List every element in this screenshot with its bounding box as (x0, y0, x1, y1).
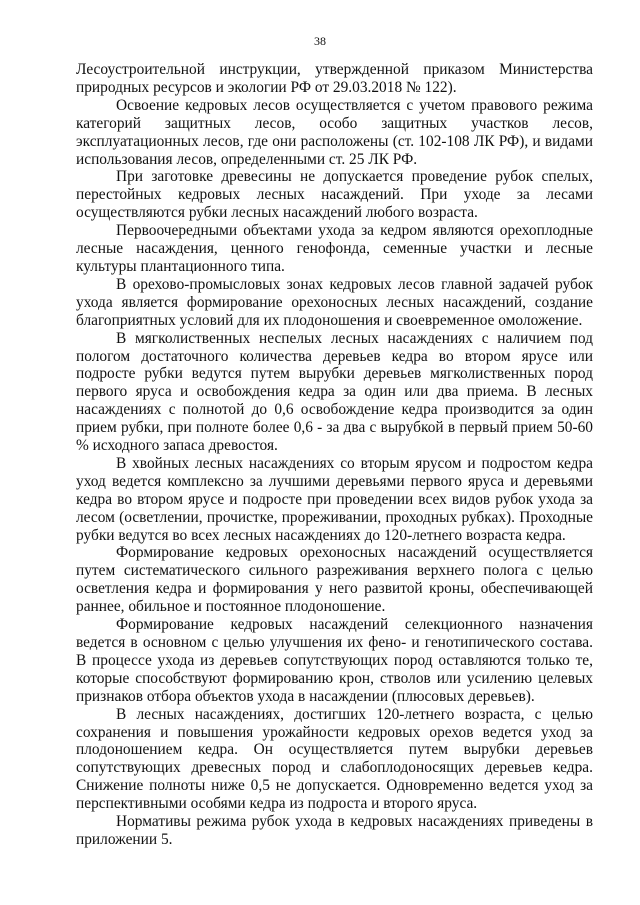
page-number: 38 (314, 34, 326, 48)
paragraph-continuation: Лесоустроительной инструкции, утвержденной приказом Министерства природных ресурсов и экологии РФ от 29.03.2018 № 122). (76, 61, 593, 96)
paragraph-nut-zones: В орехово-промысловых зонах кедровых лесов главной задачей рубок ухода является формирование орехоносных лесных насаждений, создание благоприятных условий для их плодоношения и своевременное омоложение. (76, 275, 593, 329)
document-body (76, 61, 593, 849)
paragraph-coniferous-stands: В хвойных лесных насаждениях со вторым ярусом и подростом кедра уход ведется комплексно за лучшими деревьями первого яруса и деревьями кедра во втором ярусе и подросте при проведении всех видов рубок ухода за лесом (осветлении, прочистке, прореживании, проходных рубках). Проходные рубки ведутся во всех лесных насаждениях до 120-летнего возраста кедра. (76, 454, 593, 544)
paragraph-softwood-stands: В мягколиственных неспелых лесных насаждениях с наличием под пологом достаточного количества деревьев кедра во втором ярусе или подросте рубки ведутся путем вырубки деревьев мягколиственных пород первого яруса и освобождения кедра за один или два приема. В лесных насаждениях с полнотой до 0,6 освобождение кедра производится за один прием рубки, при полноте более 0,6 - за два с вырубкой в первый прием 50-60 % исходного запаса древостоя. (76, 329, 593, 455)
paragraph-selection-stands: Формирование кедровых насаждений селекционного назначения ведется в основном с целью улучшения их фено- и генотипического состава. В процессе ухода из деревьев сопутствующих пород оставляются только те, которые способствуют формированию крон, стволов или усилению целевых признаков отбора объектов ухода в насаждении (плюсовых деревьев). (76, 616, 593, 705)
paragraph-norms-reference: Нормативы режима рубок ухода в кедровых насаждениях приведены в приложении 5. (76, 813, 593, 848)
paragraph-nut-bearing-formation: Формирование кедровых орехоносных насаждений осуществляется путем систематического сильного разреживания верхнего полога с целью осветления кедра и формирования у него развитой кроны, обеспечивающей раннее, обильное и постоянное плодоношение. (76, 544, 593, 616)
paragraph-priority-objects: Первоочередными объектами ухода за кедром являются орехоплодные лесные насаждения, ценного генофонда, семенные участки и лесные культуры плантационного типа. (76, 222, 593, 275)
paragraph-development-regime: Освоение кедровых лесов осуществляется с учетом правового режима категорий защитных лесов, особо защитных участков лесов, эксплуатационных лесов, где они расположены (ст. 102-108 ЛК РФ), и видами использования лесов, определенными ст. 25 ЛК РФ. (76, 96, 593, 168)
paragraph-harvesting-restrictions: При заготовке древесины не допускается проведение рубок спелых, перестойных кедровых лесных насаждений. При уходе за лесами осуществляются рубки лесных насаждений любого возраста. (76, 168, 593, 222)
paragraph-fruiting-care: В лесных насаждениях, достигших 120-летнего возраста, с целью сохранения и повышения урожайности кедровых орехов ведется уход за плодоношением кедра. Он осуществляется путем вырубки деревьев сопутствующих древесных пород и слабоплодоносящих деревьев кедра. Снижение полноты ниже 0,5 не допускается. Одновременно ведется уход за перспективными особями кедра из подроста и второго яруса. (76, 705, 593, 813)
